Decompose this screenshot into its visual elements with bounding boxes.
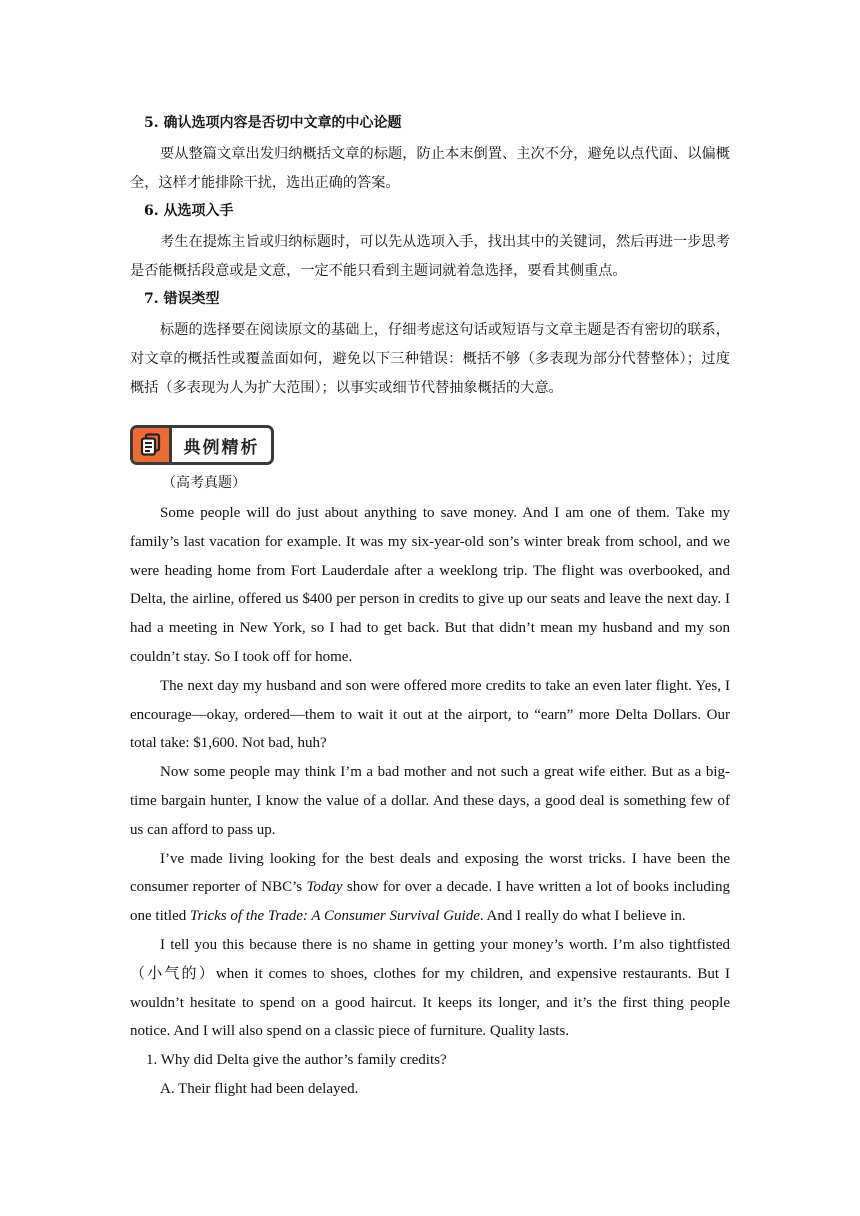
section-body: 考生在提炼主旨或归纳标题时，可以先从选项入手，找出其中的关键词，然后再进一步思考是否能概括段意或是文意，一定不能只看到主题词就着急选择，要看其侧重点。 [130, 234, 730, 279]
section-heading: 5. 确认选项内容是否切中文章的中心论题 [144, 115, 402, 131]
show-title: Today [306, 879, 343, 896]
answer-option: A. Their flight had been delayed. [160, 1081, 359, 1098]
section-5 [130, 112, 730, 198]
passage-paragraph [130, 845, 730, 931]
passage-paragraph: Now some people may think I’m a bad mother and not such a great wife either. But as a big-time bargain hunter, I know the value of a dollar. And these days, a good deal is something few of us can afford to pass up. [130, 764, 730, 838]
question-text: 1. Why did Delta give the author’s family credits? [146, 1052, 447, 1069]
content-area [130, 112, 730, 1104]
book-title: Tricks of the Trade: A Consumer Survival Guide [190, 908, 480, 925]
source-note: （高考真题） [162, 475, 246, 491]
passage-paragraph: The next day my husband and son were offered more credits to take an even later flight. Yes, I encourage—okay, ordered—them to wait it out at the airport, to “earn” more Delta Dollars. Our total take: $1,600. Not bad, huh? [130, 677, 730, 752]
text-run: show for over a decade. I have written a lot of books including one titled [130, 879, 730, 925]
section-7 [130, 288, 730, 403]
text-run: I’ve made living looking for the best deals and exposing the worst tricks. I have been the consumer reporter of NBC’s [130, 850, 730, 896]
text-run: . And I really do what I believe in. [479, 908, 686, 925]
example-banner [130, 425, 274, 465]
section-heading: 6. 从选项入手 [144, 203, 234, 219]
document-icon [133, 428, 172, 462]
passage-paragraph: I tell you this because there is no shame in getting your money’s worth. I’m also tightfisted（小气的）when it comes to shoes, clothes for my children, and expensive restaurants. But I wouldn’t hesitate to spend on a good haircut. It keeps its longer, and it’s the first thing people notice. And I will also spend on a classic piece of furniture. Quality lasts. [130, 936, 730, 1040]
section-body: 标题的选择要在阅读原文的基础上，仔细考虑这句话或短语与文章主题是否有密切的联系，对文章的概括性或覆盖面如何，避免以下三种错误：概括不够（多表现为部分代替整体）；过度概括（多表现为人为扩大范围）；以事实或细节代替抽象概括的大意。 [130, 322, 730, 396]
passage-paragraph: Some people will do just about anything to save money. And I am one of them. Take my family’s last vacation for example. It was my six-year-old son’s winter break from school, and we were heading home from Fort Lauderdale after a weeklong trip. The flight was overbooked, and Delta, the airline, offered us $400 per person in credits to give up our seats and leave the next day. I had a meeting in New York, so I had to get back. But that didn’t mean my husband and my son couldn’t stay. So I took off for home. [130, 505, 730, 665]
section-6 [130, 200, 730, 286]
banner-label: 典例精析 [183, 437, 260, 458]
section-body: 要从整篇文章出发归纳概括文章的标题，防止本末倒置、主次不分，避免以点代面、以偏概全，这样才能排除干扰，选出正确的答案。 [130, 146, 730, 191]
section-heading: 7. 错误类型 [144, 291, 220, 307]
